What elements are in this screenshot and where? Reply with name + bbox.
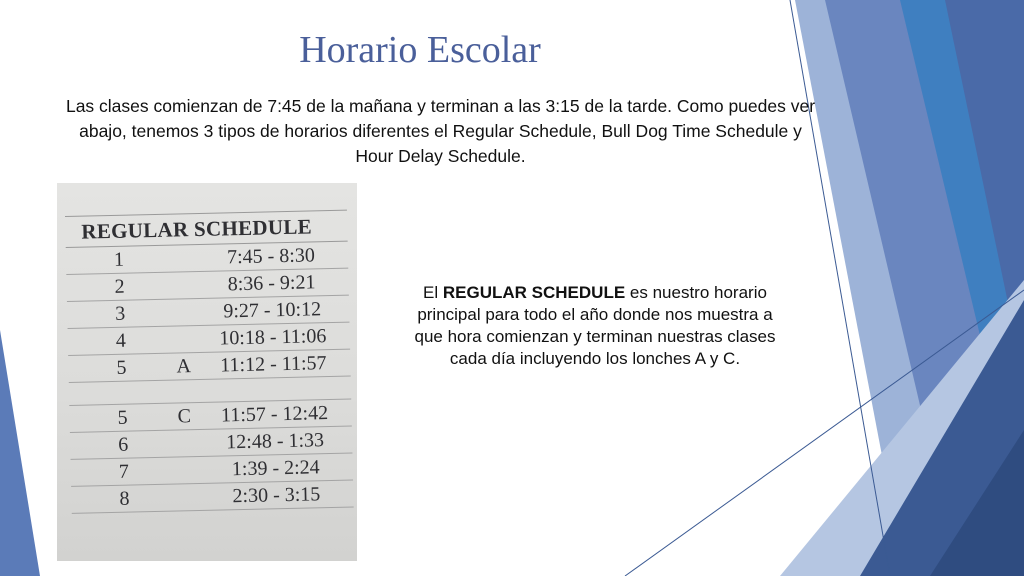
period-number: 5 bbox=[117, 406, 128, 429]
period-number: 5 bbox=[116, 356, 127, 379]
period-time: 2:30 - 3:15 bbox=[232, 483, 321, 508]
period-time: 7:45 - 8:30 bbox=[226, 244, 316, 269]
left-edge-triangle bbox=[0, 330, 40, 576]
lunch-label: C bbox=[177, 405, 192, 428]
period-number: 3 bbox=[114, 302, 126, 325]
schedule-description bbox=[403, 282, 787, 370]
period-time: 8:36 - 9:21 bbox=[227, 271, 316, 296]
intro-paragraph: Las clases comienzan de 7:45 de la mañana y terminan a las 3:15 de la tarde. Como puedes ver abajo, tenemos 3 tipos de horarios diferentes el Regular Schedule, Bull Dog Time Schedule y Hour Delay Schedule. bbox=[65, 96, 816, 166]
period-number: 4 bbox=[115, 329, 127, 352]
period-number: 1 bbox=[113, 248, 125, 271]
period-number: 7 bbox=[118, 460, 130, 483]
period-time: 12:48 - 1:33 bbox=[226, 429, 325, 454]
schedule-title: REGULAR SCHEDULE bbox=[65, 210, 348, 248]
lunch-label: A bbox=[176, 355, 192, 378]
period-number: 6 bbox=[117, 433, 129, 456]
period-time: 1:39 - 2:24 bbox=[231, 456, 320, 481]
description-prefix: El bbox=[423, 283, 443, 302]
period-time: 9:27 - 10:12 bbox=[223, 298, 322, 323]
regular-schedule-sheet bbox=[65, 210, 354, 546]
schedule-photo bbox=[57, 183, 357, 561]
period-time: 11:57 - 12:42 bbox=[220, 402, 329, 427]
period-time: 10:18 - 11:06 bbox=[219, 325, 327, 350]
description-suffix: es nuestro horario principal para todo el año donde nos muestra a que hora comienzan y terminan nuestras clases cada día incluyendo los lonches A y C. bbox=[414, 283, 776, 368]
schedule-row bbox=[71, 481, 354, 514]
period-time: 11:12 - 11:57 bbox=[220, 352, 327, 377]
period-number: 8 bbox=[119, 487, 130, 510]
slide-title: Horario Escolar bbox=[299, 29, 541, 71]
period-number: 2 bbox=[114, 275, 125, 298]
description-bold: REGULAR SCHEDULE bbox=[442, 283, 626, 302]
